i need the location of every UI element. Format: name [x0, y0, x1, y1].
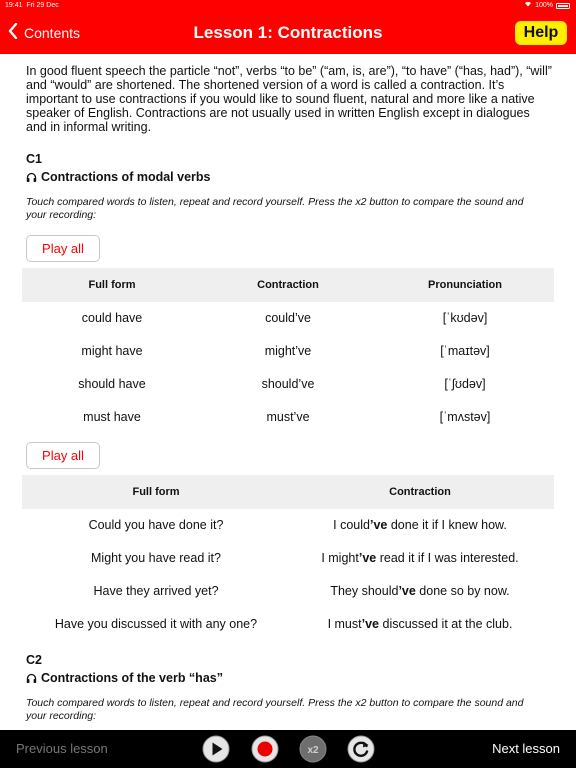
record-icon — [251, 735, 279, 763]
play-all-button-2[interactable]: Play all — [26, 442, 100, 469]
sentence-part: I must — [327, 617, 362, 631]
compare-x2-icon — [299, 735, 327, 763]
chevron-left-icon — [8, 23, 18, 43]
section-title-c2[interactable] — [26, 671, 223, 685]
repeat-icon — [347, 735, 375, 763]
bottom-toolbar — [0, 730, 576, 768]
compare-x2-button[interactable] — [299, 735, 327, 763]
contraction-cell[interactable]: could’ve — [265, 311, 311, 325]
sentence-part: They should — [330, 584, 399, 598]
pronunciation-cell[interactable]: [ˈkʊdəv] — [442, 311, 488, 325]
pronunciation-cell[interactable]: [ˈmaɪtəv] — [440, 344, 490, 358]
headphones-icon — [26, 673, 37, 684]
back-button-label: Contents — [24, 25, 81, 41]
play-all-button[interactable]: Play all — [26, 235, 100, 262]
compare-x2-label: x2 — [307, 745, 319, 756]
back-to-contents-button[interactable] — [8, 12, 80, 54]
table-row[interactable] — [22, 368, 554, 401]
table-row[interactable] — [22, 575, 554, 608]
status-time-date — [5, 0, 59, 12]
play-icon — [202, 735, 230, 763]
status-time: 19:41 — [5, 2, 23, 9]
full-form-cell[interactable]: might have — [81, 344, 143, 358]
column-header-full-form: Full form — [132, 486, 180, 498]
sentence-part: read it if I was interested. — [376, 551, 519, 565]
contraction-sentence-cell[interactable] — [286, 575, 554, 608]
contraction-sentence-cell[interactable] — [286, 509, 554, 542]
table-row[interactable] — [22, 302, 554, 335]
full-form-cell[interactable]: Have they arrived yet? — [93, 584, 219, 598]
navigation-bar — [0, 12, 576, 54]
contraction-sentence-cell[interactable] — [286, 608, 554, 641]
record-button[interactable] — [251, 735, 279, 763]
sentence-part: I might — [321, 551, 359, 565]
sentence-part: done so by now. — [415, 584, 510, 598]
column-header-contraction: Contraction — [389, 486, 451, 498]
contraction-cell[interactable]: should’ve — [261, 377, 315, 391]
column-header-full-form: Full form — [88, 279, 136, 291]
status-right — [524, 0, 570, 12]
pronunciation-cell[interactable]: [ˈʃʊdəv] — [444, 377, 486, 391]
contraction-cell[interactable]: must’ve — [266, 410, 310, 424]
column-header-pronunciation: Pronunciation — [428, 279, 502, 291]
column-header-contraction: Contraction — [257, 279, 319, 291]
battery-percent: 100% — [535, 2, 553, 9]
contraction-highlight: ’ve — [361, 617, 380, 631]
pronunciation-cell[interactable]: [ˈmʌstəv] — [439, 410, 491, 424]
table-row[interactable] — [22, 335, 554, 368]
table-header — [22, 268, 554, 302]
status-bar — [0, 0, 576, 12]
sentence-part: discussed it at the club. — [379, 617, 513, 631]
section-code-c1: C1 — [26, 152, 42, 166]
contraction-highlight: ’ve — [358, 551, 377, 565]
page-title: Lesson 1: Contractions — [193, 23, 383, 42]
contraction-highlight: ’ve — [369, 518, 388, 532]
repeat-button[interactable] — [347, 735, 375, 763]
table-header-2 — [22, 475, 554, 509]
instruction-text-c1: Touch compared words to listen, repeat and record yourself. Press the x2 button to compare the sound and your recording: — [26, 196, 524, 221]
table-row[interactable] — [22, 509, 554, 542]
full-form-cell[interactable]: Have you discussed it with any one? — [54, 617, 258, 631]
next-lesson-button[interactable]: Next lesson — [492, 741, 560, 756]
headphones-icon — [26, 172, 37, 183]
table-row[interactable] — [22, 542, 554, 575]
sentence-part: I could — [333, 518, 370, 532]
section-title-label: Contractions of modal verbs — [41, 170, 211, 184]
table-row[interactable] — [22, 401, 554, 434]
sentence-part: done it if I knew how. — [387, 518, 507, 532]
contraction-highlight: ’ve — [398, 584, 416, 598]
play-button[interactable] — [202, 735, 230, 763]
status-date: Fri 29 Dec — [26, 2, 59, 9]
section-title-label: Contractions of the verb “has” — [41, 671, 223, 685]
instruction-text-c2: Touch compared words to listen, repeat and record yourself. Press the x2 button to compare the sound and your recording: — [26, 697, 524, 722]
contraction-cell[interactable]: might’ve — [264, 344, 312, 358]
help-button[interactable]: Help — [515, 21, 567, 45]
previous-lesson-button[interactable]: Previous lesson — [16, 741, 108, 756]
contraction-sentence-cell[interactable] — [286, 542, 554, 575]
lesson-content[interactable] — [0, 54, 576, 730]
full-form-cell[interactable]: should have — [78, 377, 146, 391]
battery-icon — [556, 3, 570, 9]
wifi-icon — [524, 0, 532, 12]
full-form-cell[interactable]: Could you have done it? — [88, 518, 224, 532]
table-row[interactable] — [22, 608, 554, 641]
section-title-c1[interactable] — [26, 170, 210, 184]
section-code-c2: C2 — [26, 653, 42, 667]
intro-paragraph: In good fluent speech the particle “not”, verbs “to be” (“am, is, are”), “to have” (“has, had”), “will” and “would” are shortened. The shortened version of a word is called a contraction. It’s important to use contractions if you would like to sound fluent, natural and more like a native speaker of English. Contractions are not usually used in written English except in dialogues and in informal writing. — [26, 64, 552, 134]
full-form-cell[interactable]: could have — [81, 311, 143, 325]
full-form-cell[interactable]: must have — [83, 410, 141, 424]
full-form-cell[interactable]: Might you have read it? — [91, 551, 221, 565]
